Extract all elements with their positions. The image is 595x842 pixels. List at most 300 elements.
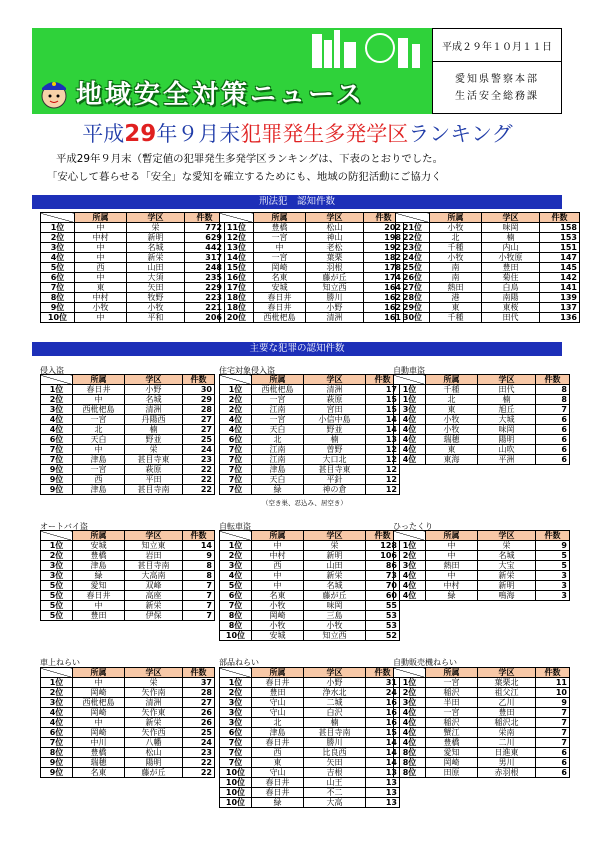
count-cell: 3	[536, 581, 570, 591]
rank-cell: 1位	[220, 385, 252, 395]
station-cell: 中	[73, 445, 125, 455]
school-district-cell: 豊田	[482, 263, 540, 273]
rank-cell: 2位	[394, 551, 426, 561]
school-district-cell: 平針	[304, 475, 366, 485]
school-district-cell: 矢作南	[125, 688, 183, 698]
rank-cell: 3位	[220, 698, 252, 708]
rank-cell: 25位	[396, 263, 430, 273]
table-row	[220, 303, 404, 313]
count-cell: 22	[183, 485, 215, 495]
school-district-cell: 栄	[478, 541, 536, 551]
station-cell: 中	[73, 395, 125, 405]
publisher-line-1: 愛知県警察本部	[455, 73, 539, 85]
table-row	[220, 405, 400, 415]
count-cell: 8	[183, 561, 215, 571]
station-cell: 中村	[75, 233, 127, 243]
rank-cell: 5位	[41, 601, 73, 611]
count-cell: 13	[366, 768, 400, 778]
station-cell: 岡崎	[254, 263, 306, 273]
school-district-cell: 新栄	[125, 718, 183, 728]
station-cell: 名東	[73, 768, 125, 778]
count-cell: 6	[536, 435, 570, 445]
station-cell: 天白	[73, 435, 125, 445]
table-header-row	[41, 213, 225, 223]
school-district-cell: 清洲	[304, 385, 366, 395]
school-district-cell: 新栄	[478, 571, 536, 581]
rank-cell: 3位	[394, 561, 426, 571]
rank-cell: 9位	[41, 303, 75, 313]
column-header: 学区	[125, 375, 183, 385]
school-district-cell: 羽根	[306, 263, 364, 273]
count-cell: 7	[183, 591, 215, 601]
station-cell: 中	[252, 571, 304, 581]
table-row	[41, 611, 215, 621]
rank-cell: 7位	[41, 283, 75, 293]
rank-cell: 4位	[394, 415, 426, 425]
station-cell: 西	[73, 475, 125, 485]
school-district-cell: 野並	[304, 425, 366, 435]
table-row	[220, 788, 400, 798]
station-cell: 一宮	[254, 233, 306, 243]
table-row	[41, 748, 215, 758]
table-row	[220, 561, 400, 571]
table-row	[220, 678, 400, 688]
count-cell: 137	[540, 303, 580, 313]
rank-cell: 6位	[41, 273, 75, 283]
station-cell: 安城	[73, 541, 125, 551]
column-header: 件数	[366, 375, 400, 385]
school-district-cell: 田代	[482, 313, 540, 323]
column-header: 所属	[430, 213, 482, 223]
school-district-cell: 大宝	[478, 561, 536, 571]
school-district-cell: 伊保	[125, 611, 183, 621]
header-corner	[394, 375, 426, 385]
count-cell: 28	[183, 688, 215, 698]
rank-cell: 2位	[220, 551, 252, 561]
station-cell: 北	[252, 718, 304, 728]
school-district-cell: 平田	[125, 475, 183, 485]
table-row	[41, 465, 215, 475]
school-district-cell: 新明	[304, 551, 366, 561]
station-cell: 小牧	[430, 223, 482, 233]
count-cell: 8	[536, 385, 570, 395]
count-cell: 142	[540, 273, 580, 283]
station-cell: 東	[430, 303, 482, 313]
column-header: 所属	[252, 668, 304, 678]
rank-cell: 9位	[41, 475, 73, 485]
rank-cell: 11位	[220, 223, 254, 233]
count-cell: 161	[364, 313, 404, 323]
rank-cell: 16位	[220, 273, 254, 283]
count-cell: 28	[183, 405, 215, 415]
station-cell: 西枇杷島	[73, 698, 125, 708]
rank-cell: 3位	[220, 708, 252, 718]
school-district-cell: 藤が丘	[304, 591, 366, 601]
title-part-2: 年９月末	[156, 122, 241, 146]
rank-cell: 7位	[220, 445, 252, 455]
table-row	[396, 303, 580, 313]
count-cell: 13	[366, 788, 400, 798]
school-district-cell: 新栄	[127, 253, 185, 263]
table-row	[394, 581, 570, 591]
column-header: 学区	[478, 668, 536, 678]
station-cell: 愛知	[426, 748, 478, 758]
keiho-table-1	[40, 212, 225, 323]
table-row	[394, 541, 570, 551]
table-row	[394, 405, 570, 415]
table-row	[41, 541, 215, 551]
rank-cell: 22位	[396, 233, 430, 243]
station-cell: 東	[252, 758, 304, 768]
station-cell: 岡崎	[73, 688, 125, 698]
rank-cell: 4位	[394, 571, 426, 581]
table-row	[41, 738, 215, 748]
count-cell: 9	[183, 551, 215, 561]
school-district-cell: 大高	[304, 798, 366, 808]
school-district-cell: 二川	[478, 738, 536, 748]
rank-cell: 9位	[41, 485, 73, 495]
table-row	[41, 581, 215, 591]
station-cell: 東	[75, 283, 127, 293]
station-cell: 中	[75, 253, 127, 263]
count-cell: 13	[366, 778, 400, 788]
rank-cell: 14位	[220, 253, 254, 263]
rank-cell: 30位	[396, 313, 430, 323]
count-cell: 178	[364, 263, 404, 273]
count-cell: 164	[364, 283, 404, 293]
count-cell: 27	[183, 415, 215, 425]
count-cell: 6	[536, 768, 570, 778]
table-row	[394, 738, 570, 748]
rank-cell: 2位	[220, 688, 252, 698]
rank-cell: 9位	[41, 465, 73, 475]
shajo-table	[40, 667, 215, 778]
label-autobai: オートバイ盗	[40, 522, 88, 531]
school-district-cell: 男川	[478, 758, 536, 768]
rank-cell: 1位	[394, 395, 426, 405]
count-cell: 7	[183, 581, 215, 591]
school-district-cell: 大城	[478, 415, 536, 425]
school-district-cell: 勝川	[304, 738, 366, 748]
shinyu-table	[40, 374, 215, 495]
school-district-cell: 松山	[125, 748, 183, 758]
table-row	[396, 263, 580, 273]
school-district-cell: 知立東	[125, 541, 183, 551]
school-district-cell: 松山	[306, 223, 364, 233]
count-cell: 6	[536, 455, 570, 465]
school-district-cell: 不二	[304, 788, 366, 798]
table-row	[220, 475, 400, 485]
station-cell: 守山	[252, 708, 304, 718]
school-district-cell: 赤羽根	[478, 768, 536, 778]
count-cell: 5	[536, 561, 570, 571]
station-cell: 天白	[252, 475, 304, 485]
table-row	[41, 293, 225, 303]
count-cell: 206	[185, 313, 225, 323]
station-cell: 春日井	[252, 788, 304, 798]
label-shinyu: 侵入盗	[40, 366, 64, 375]
table-row	[41, 303, 225, 313]
column-header: 所属	[426, 531, 478, 541]
station-cell: 名東	[252, 591, 304, 601]
station-cell: 春日井	[252, 738, 304, 748]
station-cell: 春日井	[73, 591, 125, 601]
table-header-row	[220, 668, 400, 678]
school-district-cell: 小信中島	[304, 415, 366, 425]
station-cell: 中	[75, 243, 127, 253]
school-district-cell: 内山	[482, 243, 540, 253]
count-cell: 27	[183, 698, 215, 708]
rank-cell: 4位	[394, 728, 426, 738]
rank-cell: 4位	[394, 435, 426, 445]
table-row	[220, 798, 400, 808]
count-cell: 23	[183, 748, 215, 758]
count-cell: 14	[366, 425, 400, 435]
count-cell: 22	[183, 758, 215, 768]
rank-cell: 8位	[220, 611, 252, 621]
rank-cell: 7位	[220, 758, 252, 768]
station-cell: 西	[252, 561, 304, 571]
school-district-cell: 平洲	[478, 455, 536, 465]
table-header-row	[41, 668, 215, 678]
school-district-cell: 丹陽西	[125, 415, 183, 425]
table-row	[220, 445, 400, 455]
count-cell: 22	[183, 475, 215, 485]
table-row	[394, 718, 570, 728]
column-header: 学区	[306, 213, 364, 223]
rank-cell: 7位	[220, 485, 252, 495]
table-row	[394, 748, 570, 758]
station-cell: 名東	[254, 273, 306, 283]
table-row	[220, 708, 400, 718]
station-cell: 中村	[426, 581, 478, 591]
station-cell: 春日井	[73, 385, 125, 395]
header-corner	[396, 213, 430, 223]
count-cell: 12	[366, 445, 400, 455]
rank-cell: 7位	[220, 738, 252, 748]
count-cell: 13	[366, 435, 400, 445]
school-district-cell: 楠	[304, 718, 366, 728]
rank-cell: 3位	[220, 718, 252, 728]
school-district-cell: 名城	[478, 551, 536, 561]
label-shajo: 車上ねらい	[40, 658, 80, 667]
station-cell: 豊田	[73, 611, 125, 621]
table-row	[41, 385, 215, 395]
intro-line-1: 平成29年９月末（暫定値の犯罪発生多発学区ランキングは、下表のとおりでした。	[56, 153, 443, 165]
table-row	[41, 405, 215, 415]
rank-cell: 4位	[394, 425, 426, 435]
station-cell: 東	[426, 445, 478, 455]
rank-cell: 20位	[220, 313, 254, 323]
count-cell: 53	[366, 621, 400, 631]
count-cell: 17	[366, 385, 400, 395]
school-district-cell: 味岡	[304, 601, 366, 611]
rank-cell: 3位	[41, 561, 73, 571]
station-cell: 津島	[252, 465, 304, 475]
rank-cell: 8位	[41, 293, 75, 303]
table-row	[220, 415, 400, 425]
school-district-cell: 甚目寺東	[125, 455, 183, 465]
school-district-cell: 楠	[304, 435, 366, 445]
school-district-cell: 清洲	[125, 698, 183, 708]
count-cell: 86	[366, 561, 400, 571]
station-cell: 春日井	[252, 778, 304, 788]
station-cell: 中	[252, 541, 304, 551]
school-district-cell: 小牧原	[482, 253, 540, 263]
rank-cell: 10位	[220, 778, 252, 788]
rank-cell: 4位	[394, 591, 426, 601]
keiho-table-2	[219, 212, 404, 323]
station-cell: 中	[73, 601, 125, 611]
station-cell: 一宮	[426, 678, 478, 688]
station-cell: 春日井	[254, 303, 306, 313]
school-district-cell: 矢田	[304, 758, 366, 768]
school-district-cell: 高座	[125, 591, 183, 601]
station-cell: 小牧	[252, 621, 304, 631]
publisher-line-2: 生活安全総務課	[455, 90, 539, 102]
school-district-cell: 矢作東	[125, 708, 183, 718]
count-cell: 10	[536, 688, 570, 698]
rank-cell: 4位	[220, 571, 252, 581]
table-row	[396, 283, 580, 293]
station-cell: 中	[75, 223, 127, 233]
station-cell: 中	[73, 718, 125, 728]
column-header: 件数	[536, 668, 570, 678]
school-district-cell: 小牧	[127, 303, 185, 313]
jitensha-table	[219, 530, 400, 641]
table-row	[41, 233, 225, 243]
school-district-cell: 栄南	[478, 728, 536, 738]
table-row	[41, 395, 215, 405]
title-part-3: 犯罪発生多発学区	[240, 122, 409, 146]
header-corner	[41, 375, 73, 385]
count-cell: 15	[366, 395, 400, 405]
table-row	[220, 768, 400, 778]
rank-cell: 7位	[220, 748, 252, 758]
count-cell: 153	[540, 233, 580, 243]
column-header: 所属	[426, 375, 478, 385]
school-district-cell: 清洲	[306, 313, 364, 323]
column-header: 所属	[73, 531, 125, 541]
count-cell: 317	[185, 253, 225, 263]
issue-date: 平成２９年１０月１１日	[432, 28, 562, 62]
table-row	[220, 395, 400, 405]
table-row	[220, 293, 404, 303]
count-cell: 198	[364, 233, 404, 243]
school-district-cell: 日進東	[478, 748, 536, 758]
count-cell: 29	[183, 395, 215, 405]
station-cell: 岡崎	[73, 708, 125, 718]
rank-cell: 1位	[41, 541, 73, 551]
station-cell: 千種	[430, 313, 482, 323]
table-row	[41, 455, 215, 465]
count-cell: 7	[536, 405, 570, 415]
table-header-row	[41, 531, 215, 541]
page-title	[0, 118, 595, 148]
table-row	[41, 758, 215, 768]
station-cell: 豊橋	[73, 551, 125, 561]
station-cell: 安城	[254, 283, 306, 293]
table-row	[41, 273, 225, 283]
station-cell: 春日井	[254, 293, 306, 303]
school-district-cell: 小野	[304, 678, 366, 688]
rank-cell: 8位	[220, 621, 252, 631]
table-row	[220, 718, 400, 728]
rank-cell: 3位	[41, 405, 73, 415]
table-row	[220, 621, 400, 631]
rank-cell: 21位	[396, 223, 430, 233]
table-row	[41, 718, 215, 728]
table-row	[220, 435, 400, 445]
table-row	[41, 425, 215, 435]
count-cell: 158	[540, 223, 580, 233]
table-row	[220, 223, 404, 233]
rank-cell: 8位	[394, 758, 426, 768]
school-district-cell: 神山	[306, 233, 364, 243]
column-header: 所属	[252, 531, 304, 541]
header-corner	[220, 375, 252, 385]
rank-cell: 6位	[220, 591, 252, 601]
count-cell: 14	[366, 748, 400, 758]
table-row	[220, 253, 404, 263]
column-header: 学区	[125, 531, 183, 541]
school-district-cell: 大高南	[125, 571, 183, 581]
table-row	[220, 313, 404, 323]
count-cell: 14	[183, 541, 215, 551]
station-cell: 小牧	[426, 425, 478, 435]
rank-cell: 4位	[394, 718, 426, 728]
station-cell: 熱田	[430, 283, 482, 293]
table-row	[394, 698, 570, 708]
count-cell: 52	[366, 631, 400, 641]
school-district-cell: 老松	[306, 243, 364, 253]
table-row	[220, 601, 400, 611]
rank-cell: 4位	[41, 425, 73, 435]
count-cell: 16	[366, 708, 400, 718]
rank-cell: 10位	[220, 788, 252, 798]
rank-cell: 2位	[220, 405, 252, 415]
jutaku-table	[219, 374, 400, 495]
station-cell: 小牧	[75, 303, 127, 313]
station-cell: 一宮	[252, 395, 304, 405]
table-row	[41, 601, 215, 611]
school-district-cell: 知立西	[306, 283, 364, 293]
rank-cell: 4位	[394, 581, 426, 591]
column-header: 所属	[73, 668, 125, 678]
title-year: 29	[124, 121, 157, 147]
table-row	[220, 541, 400, 551]
column-header: 学区	[125, 668, 183, 678]
school-district-cell: 吉根	[304, 768, 366, 778]
count-cell: 14	[366, 415, 400, 425]
count-cell: 24	[183, 738, 215, 748]
table-row	[41, 485, 215, 495]
table-header-row	[220, 531, 400, 541]
rank-cell: 7位	[220, 465, 252, 475]
station-cell: 西枇杷島	[254, 313, 306, 323]
rank-cell: 5位	[220, 581, 252, 591]
school-district-cell: 白鳥	[482, 283, 540, 293]
station-cell: 西枇杷島	[73, 405, 125, 415]
school-district-cell: 楠	[482, 233, 540, 243]
station-cell: 北	[252, 435, 304, 445]
count-cell: 60	[366, 591, 400, 601]
rank-cell: 1位	[220, 541, 252, 551]
station-cell: 中村	[252, 551, 304, 561]
rank-cell: 6位	[41, 728, 73, 738]
table-row	[394, 708, 570, 718]
rank-cell: 7位	[41, 445, 73, 455]
